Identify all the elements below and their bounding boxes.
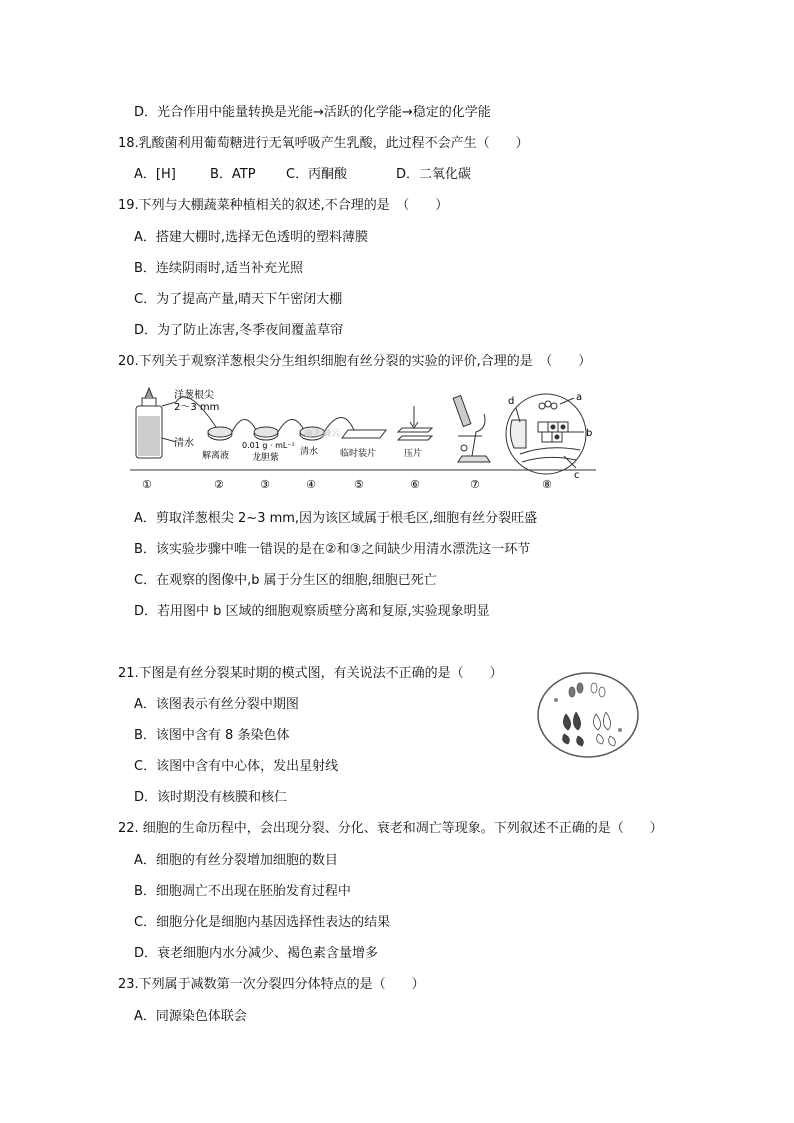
microscope-view-icon <box>506 394 586 474</box>
step-3: ③ <box>260 478 270 491</box>
label-root-tip: 洋葱根尖 <box>174 390 214 401</box>
q21-option-b: B．该图中含有 8 条染色体 <box>134 728 290 743</box>
q20-stem: 20.下列关于观察洋葱根尖分生组织细胞有丝分裂的实验的评价,合理的是 （ ） <box>118 354 592 369</box>
q22-stem: 22. 细胞的生命历程中，会出现分裂、分化、衰老和凋亡等现象。下列叙述不正确的是（ ） <box>118 821 663 836</box>
q22-option-c: C．细胞分化是细胞内基因选择性表达的结果 <box>134 915 391 930</box>
step-6: ⑥ <box>410 478 420 491</box>
q19-option-b: B．连续阴雨时,适当补充光照 <box>134 261 304 276</box>
q22-option-b: B．细胞凋亡不出现在胚胎发育过程中 <box>134 884 351 899</box>
q18-option-a: A．[H] <box>134 167 176 182</box>
q21-option-d: D．该时期没有核膜和核仁 <box>134 790 288 805</box>
q20-option-b: B．该实验步骤中唯一错误的是在②和③之间缺少用清水漂洗这一环节 <box>134 542 531 557</box>
microscope-icon <box>453 396 490 462</box>
q18-option-b: B．ATP <box>210 167 256 182</box>
q23-option-a: A．同源染色体联会 <box>134 1009 247 1024</box>
step-1: ① <box>142 478 152 491</box>
onion-bottle-icon <box>136 388 176 458</box>
q18-option-c: C．丙酮酸 <box>286 167 348 182</box>
label-c: c <box>574 470 580 481</box>
label-b: b <box>586 428 593 439</box>
label-concentration: 0.01 g · mL⁻¹ <box>242 441 295 450</box>
q20-option-d: D．若用图中 b 区域的细胞观察质壁分离和复原,实验现象明显 <box>134 604 490 619</box>
q18-options <box>134 167 471 183</box>
q21-stem: 21.下图是有丝分裂某时期的模式图，有关说法不正确的是（ ） <box>118 666 503 681</box>
label-water-2: 清水 <box>300 447 319 457</box>
q19-stem: 19.下列与大棚蔬菜种植相关的叙述,不合理的是 （ ） <box>118 198 449 213</box>
step-5: ⑤ <box>354 478 364 491</box>
q18-option-d: D．二氧化碳 <box>396 167 472 182</box>
step-2: ② <box>214 478 224 491</box>
q20-option-a: A．剪取洋葱根尖 2~3 mm,因为该区域属于根毛区,细胞有丝分裂旺盛 <box>134 511 538 526</box>
mitosis-cell-diagram <box>536 670 640 760</box>
q20-option-c: C．在观察的图像中,b 属于分生区的细胞,细胞已死亡 <box>134 573 437 588</box>
step-7: ⑦ <box>470 478 480 491</box>
q19-option-d: D．为了防止冻害,冬季夜间覆盖草帘 <box>134 323 344 338</box>
q18-stem: 18.乳酸菌利用葡萄糖进行无氧呼吸产生乳酸，此过程不会产生（ ） <box>118 136 529 151</box>
label-a: a <box>576 392 583 403</box>
label-temporary-mount: 临时装片 <box>340 449 377 459</box>
q22-option-d: D．衰老细胞内水分减少、褐色素含量增多 <box>134 946 379 961</box>
step-4: ④ <box>306 478 316 491</box>
label-water-1: 清水 <box>174 438 194 449</box>
q23-stem: 23.下列属于减数第一次分裂四分体特点的是（ ） <box>118 977 425 992</box>
label-d: d <box>508 396 515 407</box>
q19-option-c: C．为了提高产量,晴天下午密闭大棚 <box>134 292 343 307</box>
label-root-size: 2～3 mm <box>174 402 220 413</box>
temporary-slide-icon <box>342 430 386 438</box>
press-slide-icon <box>398 406 432 440</box>
label-press: 压片 <box>404 449 423 459</box>
watermark: @正确云 <box>304 429 341 439</box>
q19-option-a: A．搭建大棚时,选择无色透明的塑料薄膜 <box>134 230 369 245</box>
q21-option-a: A．该图表示有丝分裂中期图 <box>134 697 299 712</box>
step-8: ⑧ <box>542 478 552 491</box>
label-dissociation: 解离液 <box>202 451 230 461</box>
q17-option-d: D．光合作用中能量转换是光能→活跃的化学能→稳定的化学能 <box>134 105 491 120</box>
q21-option-c: C．该图中含有中心体，发出星射线 <box>134 759 339 774</box>
q22-option-a: A．细胞的有丝分裂增加细胞的数目 <box>134 853 338 868</box>
label-stain: 龙胆紫 <box>252 453 280 463</box>
q20-experiment-figure <box>128 384 598 496</box>
